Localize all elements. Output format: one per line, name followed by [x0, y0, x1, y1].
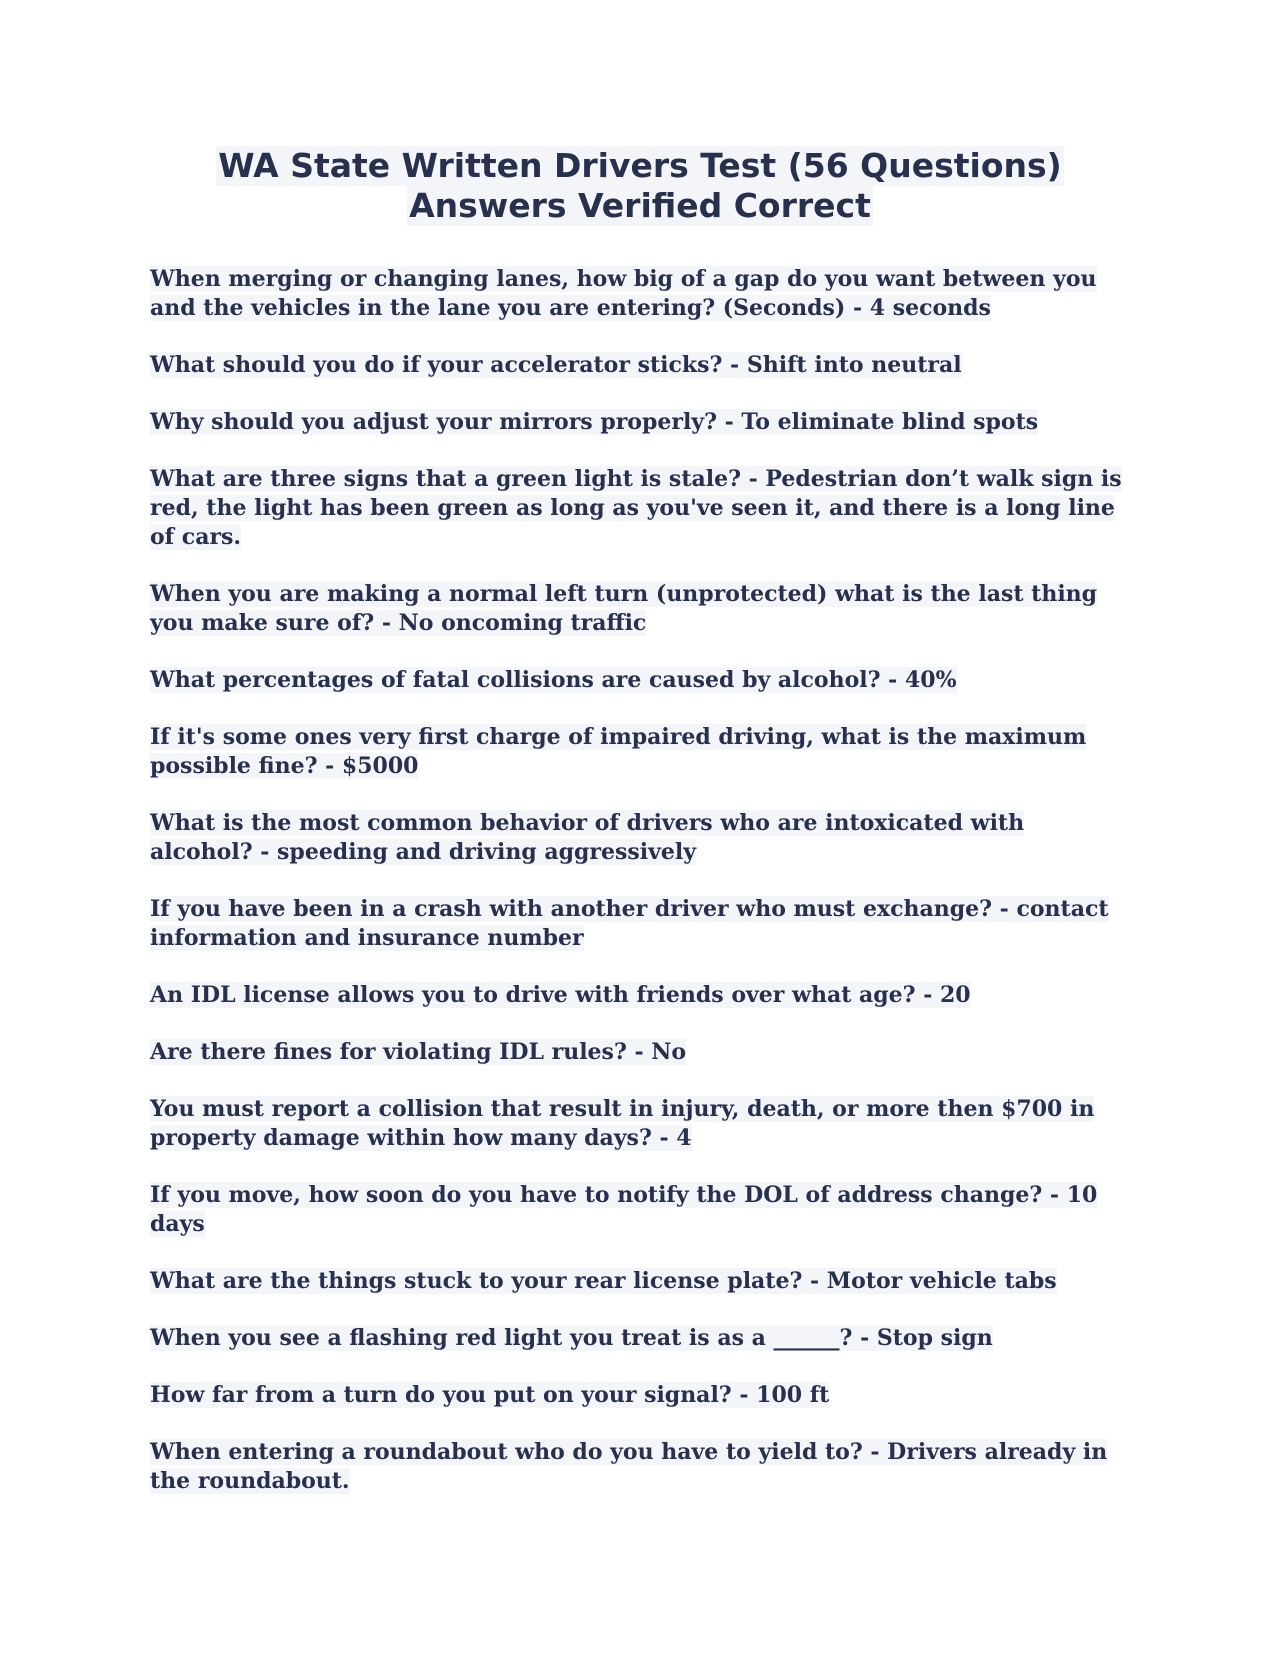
qa-text: Why should you adjust your mirrors properly? - To eliminate blind spots: [150, 409, 1039, 435]
qa-item: [150, 265, 1130, 323]
qa-text: What percentages of fatal collisions are caused by alcohol? - 40%: [150, 667, 957, 693]
qa-item: [150, 1438, 1130, 1496]
qa-text: How far from a turn do you put on your signal? - 100 ft: [150, 1382, 830, 1408]
qa-item: [150, 1038, 1130, 1067]
qa-item: [150, 1181, 1130, 1239]
qa-item: [150, 351, 1130, 380]
qa-item: [150, 809, 1130, 867]
qa-item: [150, 408, 1130, 437]
qa-text: An IDL license allows you to drive with friends over what age? - 20: [150, 982, 971, 1008]
qa-text: When you are making a normal left turn (unprotected) what is the last thing you make sure of? - No oncoming traffic: [150, 581, 1098, 636]
qa-text: If you have been in a crash with another driver who must exchange? - contact information and insurance number: [150, 896, 1109, 951]
title-line-2: Answers Verified Correct: [409, 186, 871, 225]
qa-item: [150, 1324, 1130, 1353]
qa-item: [150, 1381, 1130, 1410]
qa-item: [150, 1095, 1130, 1153]
qa-text: When entering a roundabout who do you have to yield to? - Drivers already in the roundabout.: [150, 1439, 1108, 1494]
question-answer-list: [150, 265, 1130, 1524]
qa-text: What are the things stuck to your rear license plate? - Motor vehicle tabs: [150, 1268, 1057, 1294]
qa-item: [150, 981, 1130, 1010]
qa-item: [150, 666, 1130, 695]
qa-item: [150, 895, 1130, 953]
qa-text: If you move, how soon do you have to notify the DOL of address change? - 10 days: [150, 1182, 1098, 1237]
qa-text: What are three signs that a green light is stale? - Pedestrian don’t walk sign is red, the light has been green as long as you've seen it, and there is a long line of cars.: [150, 466, 1122, 550]
qa-item: [150, 465, 1130, 552]
qa-text: When you see a flashing red light you treat is as a ______? - Stop sign: [150, 1325, 993, 1351]
qa-text: What is the most common behavior of drivers who are intoxicated with alcohol? - speeding and driving aggressively: [150, 810, 1025, 865]
qa-text: Are there fines for violating IDL rules? - No: [150, 1039, 687, 1065]
qa-item: [150, 580, 1130, 638]
qa-item: [150, 1267, 1130, 1296]
qa-item: [150, 723, 1130, 781]
qa-text: You must report a collision that result in injury, death, or more then $700 in property damage within how many days? - 4: [150, 1096, 1095, 1151]
qa-text: What should you do if your accelerator sticks? - Shift into neutral: [150, 352, 962, 378]
qa-text: If it's some ones very first charge of impaired driving, what is the maximum possible fine? - $5000: [150, 724, 1087, 779]
qa-text: When merging or changing lanes, how big of a gap do you want between you and the vehicles in the lane you are entering? (Seconds) - 4 seconds: [150, 266, 1097, 321]
document-title: [0, 146, 1280, 226]
title-line-1: WA State Written Drivers Test (56 Questions): [218, 146, 1062, 185]
